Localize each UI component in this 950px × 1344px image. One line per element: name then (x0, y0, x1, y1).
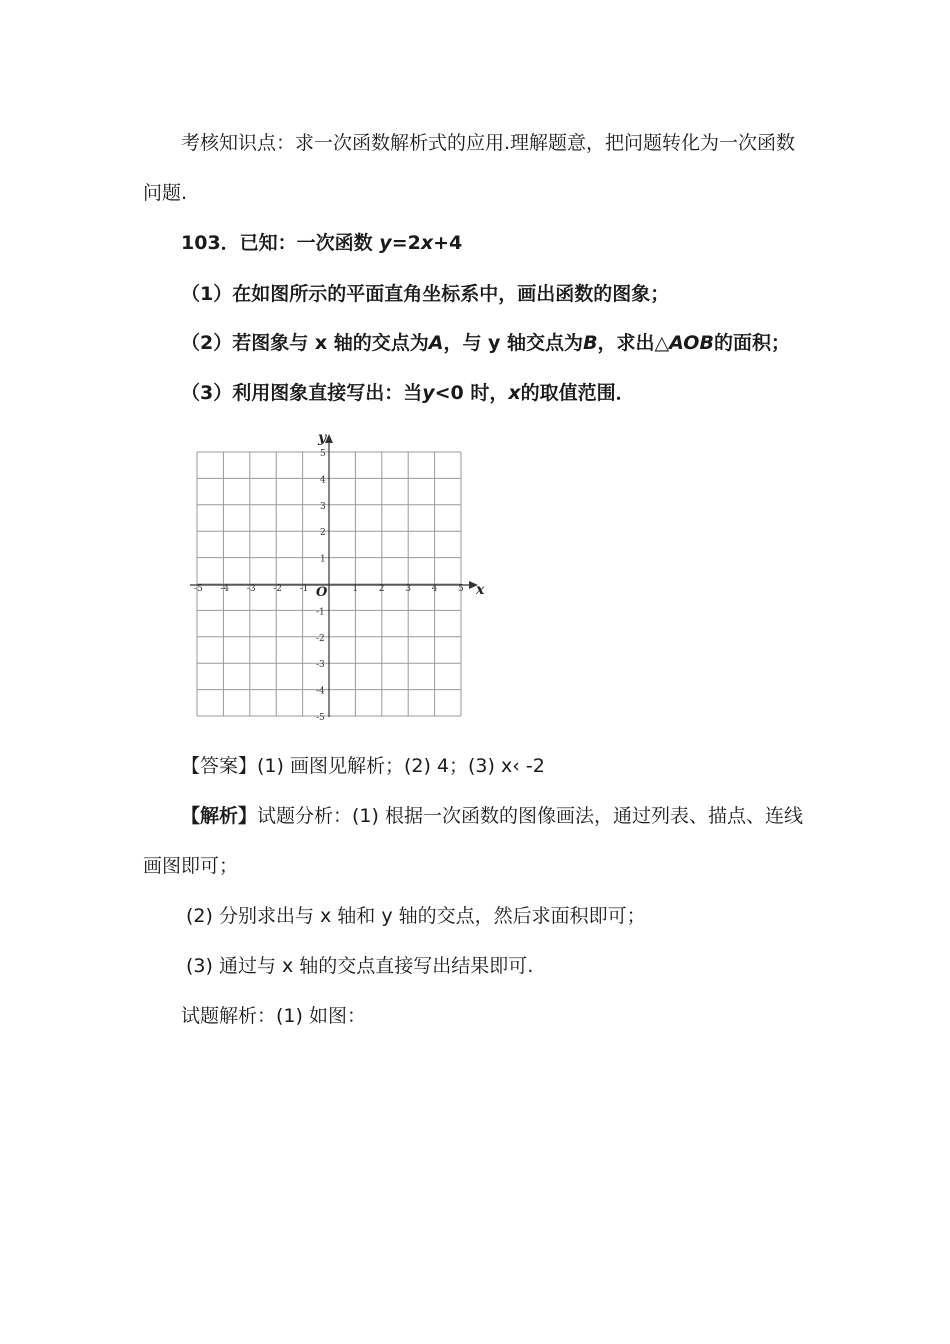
x-axis-label: x (476, 582, 485, 598)
q3-x: x (508, 382, 521, 404)
q2-part-d: 的面积； (713, 332, 790, 354)
coordinate-grid (186, 428, 496, 728)
x-tick-label: -5 (194, 584, 203, 594)
x-tick-label: 2 (378, 584, 385, 594)
q2-part-b: ，与 y 轴交点为 (443, 332, 584, 354)
problem-number: 103．已知：一次函数 (181, 232, 373, 254)
y-tick-label: -1 (316, 607, 325, 618)
triangle-label: AOB (669, 332, 714, 354)
q3-y: y (422, 382, 435, 404)
analysis-line-2: 画图即可； (143, 855, 239, 877)
y-tick-label: -3 (316, 660, 325, 671)
analysis-line-5: 试题解析：(1) 如图： (181, 1005, 366, 1027)
q3-part-c: 的取值范围． (520, 382, 635, 404)
answer-text: (1) 画图见解析；(2) 4；(3) x‹ -2 (257, 755, 545, 777)
x-tick-label: 1 (352, 584, 359, 594)
formula-eq: =2 (391, 232, 421, 254)
y-axis-label: y (318, 430, 327, 446)
q3-part-b: <0 时， (434, 382, 509, 404)
coordinate-grid-svg (186, 428, 496, 728)
formula-x: x (420, 232, 434, 254)
problem-statement (181, 228, 462, 255)
formula-rest: +4 (433, 232, 463, 254)
x-tick-label: 3 (405, 584, 411, 594)
answer-line (181, 751, 545, 778)
y-tick-label: 4 (320, 475, 326, 486)
answer-tag: 【答案】 (181, 755, 258, 777)
point-b-label: B (583, 332, 598, 354)
y-tick-label: 3 (320, 501, 326, 512)
y-tick-label: -2 (316, 633, 325, 644)
intro-line-2: 问题. (143, 182, 188, 204)
analysis-line-1 (181, 801, 803, 828)
origin-label: O (316, 585, 328, 600)
y-tick-label: 2 (320, 528, 326, 539)
analysis-tag: 【解析】 (181, 805, 258, 827)
x-tick-label: -1 (299, 584, 309, 594)
point-a-label: A (428, 332, 444, 354)
x-tick-label: -2 (273, 584, 282, 594)
y-tick-label: 5 (320, 449, 326, 459)
formula-y: y (379, 232, 392, 254)
y-axis-arrow (325, 434, 333, 443)
question-1: （1）在如图所示的平面直角坐标系中，画出函数的图象； (181, 283, 670, 305)
q2-part-c: ，求出△ (597, 332, 670, 354)
analysis-text-1: 试题分析：(1) 根据一次函数的图像画法，通过列表、描点、连线 (257, 805, 803, 827)
axes (190, 430, 485, 717)
x-tick-label: 5 (458, 584, 464, 594)
analysis-line-3: (2) 分别求出与 x 轴和 y 轴的交点，然后求面积即可； (186, 905, 646, 927)
x-tick-label: 4 (431, 584, 438, 594)
y-tick-label: -5 (316, 713, 325, 723)
y-tick-label: 1 (320, 554, 326, 565)
analysis-line-4: (3) 通过与 x 轴的交点直接写出结果即可. (186, 955, 534, 977)
q3-part-a: （3）利用图象直接写出：当 (181, 382, 423, 404)
intro-line-1: 考核知识点：求一次函数解析式的应用.理解题意，把问题转化为一次函数 (181, 132, 796, 154)
y-tick-label: -4 (316, 686, 325, 697)
question-2 (181, 328, 790, 355)
x-tick-label: -4 (220, 584, 230, 594)
question-3 (181, 378, 635, 405)
q2-part-a: （2）若图象与 x 轴的交点为 (181, 332, 429, 354)
x-tick-label: -3 (246, 584, 256, 594)
